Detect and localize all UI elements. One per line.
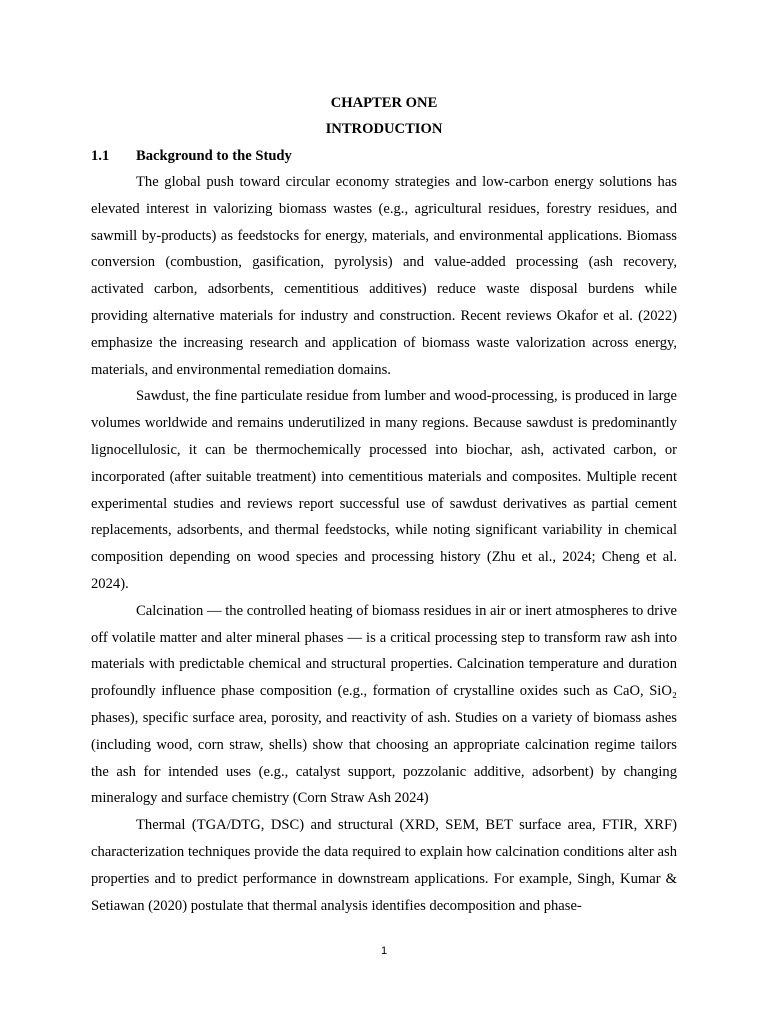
page-number: 1: [380, 945, 388, 957]
paragraph-sawdust: Sawdust, the fine particulate residue from lumber and wood-processing, is produced in large volumes worldwide and remains underutilized in many regions. Because sawdust is predominantly lignocellulosic, it can be thermochemically processed into biochar, ash, activated carbon, or incorporated (after suitable treatment) into cementitious materials and composites. Multiple recent experimental studies and reviews report successful use of sawdust derivatives as partial cement replacements, adsorbents, and thermal feedstocks, while noting significant variability in chemical composition depending on wood species and processing history (Zhu et al., 2024; Cheng et al. 2024).: [91, 388, 677, 592]
chapter-title: INTRODUCTION: [325, 121, 443, 137]
paragraph-calcination: Calcination — the controlled heating of biomass residues in air or inert atmospheres to drive off volatile matter and alter mineral phases — is a critical processing step to transform raw ash into materials with predictable chemical and structural properties. Calcination temperature and duration profoundly influence phase composition (e.g., formation of crystalline oxides such as CaO, SiO₂ phases), specific surface area, porosity, and reactivity of ash. Studies on a variety of biomass ashes (including wood, corn straw, shells) show that choosing an appropriate calcination regime tailors the ash for intended uses (e.g., catalyst support, pozzolanic additive, adsorbent) by changing mineralogy and surface chemistry (Corn Straw Ash 2024): [91, 602, 677, 807]
section-number: 1.1: [91, 148, 110, 164]
section-title: Background to the Study: [136, 148, 292, 164]
body-text: [91, 169, 677, 919]
paragraph-characterization: Thermal (TGA/DTG, DSC) and structural (XRD, SEM, BET surface area, FTIR, XRF) characterization techniques provide the data required to explain how calcination conditions alter ash properties and to predict performance in downstream applications. For example, Singh, Kumar & Setiawan (2020) postulate that thermal analysis identifies decomposition and phase-: [91, 817, 677, 914]
section-heading: [91, 146, 292, 166]
chapter-label: CHAPTER ONE: [330, 95, 438, 111]
paragraph-circular-economy: The global push toward circular economy strategies and low-carbon energy solutions has elevated interest in valorizing biomass wastes (e.g., agricultural residues, forestry residues, and sawmill by-products) as feedstocks for energy, materials, and environmental applications. Biomass conversion (combustion, gasification, pyrolysis) and value-added processing (ash recovery, activated carbon, adsorbents, cementitious additives) reduce waste disposal burdens while providing alternative materials for industry and construction. Recent reviews Okafor et al. (2022) emphasize the increasing research and application of biomass waste valorization across energy, materials, and environmental remediation domains.: [91, 174, 677, 378]
